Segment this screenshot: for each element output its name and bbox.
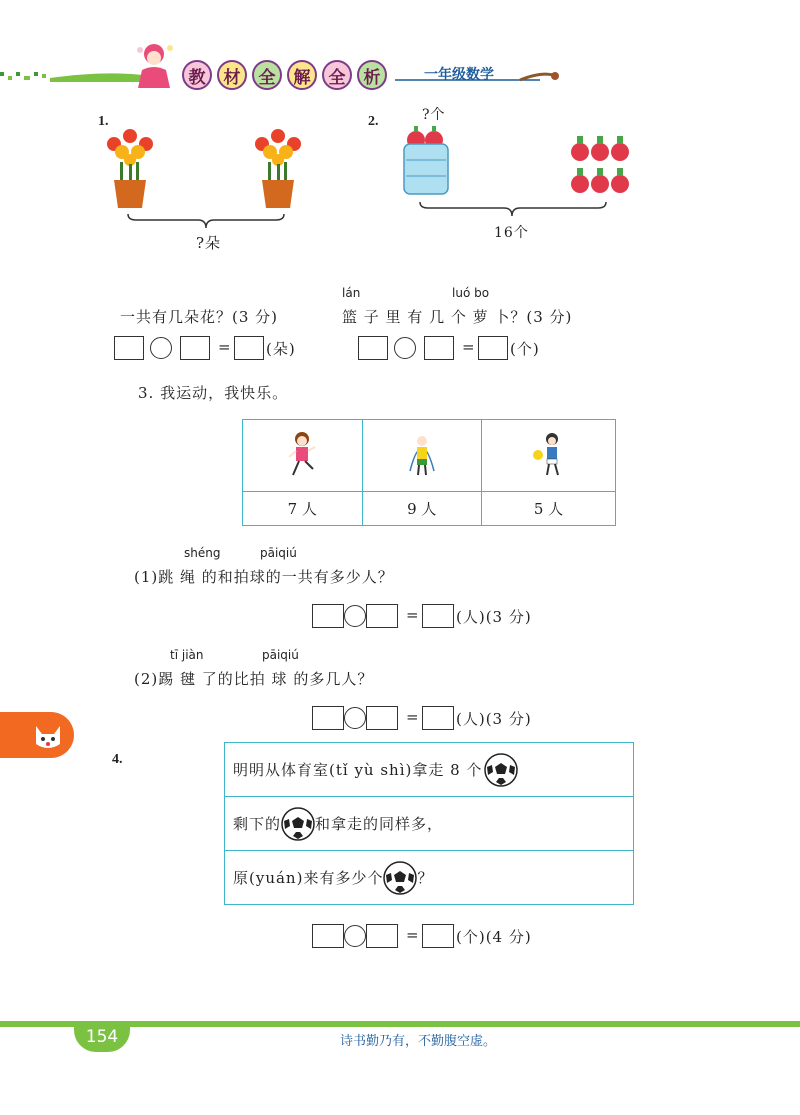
brace-icon	[126, 212, 286, 230]
boy-bouncing-ball-icon	[532, 431, 566, 477]
answer-box[interactable]	[366, 924, 398, 948]
title-char: 全	[252, 60, 282, 90]
answer-box[interactable]	[312, 604, 344, 628]
answer-box[interactable]	[366, 604, 398, 628]
pinyin: shéng	[184, 546, 221, 560]
operator-circle[interactable]	[344, 605, 366, 627]
grade-label: 一年级数学	[424, 67, 494, 83]
story-row	[225, 797, 633, 851]
pinyin: luó bo	[452, 286, 490, 300]
answer-box[interactable]	[312, 706, 344, 730]
side-tab	[0, 712, 74, 758]
story-line-2b: 和拿走的同样多，	[315, 815, 444, 833]
answer-box[interactable]	[312, 924, 344, 948]
title-char: 教	[182, 60, 212, 90]
q3-sub1-unit: (人)(3 分)	[456, 608, 532, 626]
page-number: 154	[74, 1022, 130, 1052]
boy-skipping-rope-icon	[407, 431, 437, 477]
q2-question: 篮 子 里 有 几 个 萝 卜？(3 分)	[342, 308, 573, 326]
story-line-3a: 原(yuán)来有多少个	[233, 869, 384, 887]
story-line-1: 明明从体育室(tǐ yù shì)拿走 8 个	[233, 761, 483, 779]
title-char: 材	[217, 60, 247, 90]
soccer-ball-icon	[383, 861, 417, 895]
answer-box[interactable]	[366, 706, 398, 730]
table-cell: 5 人	[482, 492, 616, 526]
answer-box[interactable]	[422, 924, 454, 948]
flower-pot-icon	[100, 124, 160, 210]
header-title	[182, 60, 387, 90]
answer-box[interactable]	[180, 336, 210, 360]
answer-box[interactable]	[478, 336, 508, 360]
title-char: 全	[322, 60, 352, 90]
q2-brace-label: 16个	[494, 225, 529, 241]
girl-kicking-icon	[287, 431, 317, 477]
answer-box[interactable]	[114, 336, 144, 360]
equals-sign: =	[406, 606, 419, 624]
fox-mascot-icon	[32, 720, 64, 750]
radish-group-icon	[568, 130, 638, 200]
q3-sub2-question: (2)踢 毽 了的比拍 球 的多几人？	[134, 670, 374, 688]
q1-brace-label: ?朵	[196, 234, 222, 252]
equals-sign: =	[218, 338, 231, 356]
story-line-3b: ？	[417, 869, 434, 887]
story-line-2a: 剩下的	[233, 815, 282, 833]
equals-sign: =	[462, 338, 475, 356]
operator-circle[interactable]	[344, 707, 366, 729]
answer-box[interactable]	[422, 604, 454, 628]
header-decor-bar	[0, 68, 800, 84]
table-cell: 7 人	[243, 492, 363, 526]
q3-sub1-question: (1)跳 绳 的和拍球的一共有多少人？	[134, 568, 394, 586]
q2-top-label: ?个	[422, 107, 446, 123]
table-cell	[243, 420, 363, 492]
equals-sign: =	[406, 926, 419, 944]
table-cell: 9 人	[362, 492, 482, 526]
answer-box[interactable]	[422, 706, 454, 730]
flower-pot-icon	[248, 124, 308, 210]
operator-circle[interactable]	[394, 337, 416, 359]
table-cell	[362, 420, 482, 492]
sports-table	[242, 419, 616, 526]
story-box	[224, 742, 634, 905]
q2-number: 2.	[368, 114, 379, 129]
answer-box[interactable]	[358, 336, 388, 360]
fairy-icon	[132, 40, 178, 92]
q3-title: 3. 我运动，我快乐。	[138, 384, 289, 402]
q1-unit: (朵)	[266, 340, 296, 358]
q3-sub2-unit: (人)(3 分)	[456, 710, 532, 728]
answer-box[interactable]	[424, 336, 454, 360]
footer-motto: 诗书勤乃有，不勤腹空虚。	[340, 1034, 497, 1049]
basket-icon	[400, 126, 452, 198]
q4-unit: (个)(4 分)	[456, 928, 532, 946]
pinyin: lán	[342, 286, 361, 300]
q1-question: 一共有几朵花？(3 分)	[120, 308, 279, 326]
soccer-ball-icon	[281, 807, 315, 841]
operator-circle[interactable]	[150, 337, 172, 359]
equals-sign: =	[406, 708, 419, 726]
soccer-ball-icon	[484, 753, 518, 787]
pinyin: pāiqiú	[260, 546, 297, 560]
operator-circle[interactable]	[344, 925, 366, 947]
answer-box[interactable]	[234, 336, 264, 360]
title-char: 析	[357, 60, 387, 90]
q1-number: 1.	[98, 114, 109, 129]
title-char: 解	[287, 60, 317, 90]
story-row	[225, 743, 633, 797]
q2-unit: (个)	[510, 340, 540, 358]
q4-number: 4.	[112, 752, 123, 767]
brace-icon	[418, 200, 608, 220]
pinyin: pāiqiú	[262, 648, 299, 662]
story-row	[225, 851, 633, 904]
table-cell	[482, 420, 616, 492]
pinyin: tī jiàn	[170, 648, 204, 662]
